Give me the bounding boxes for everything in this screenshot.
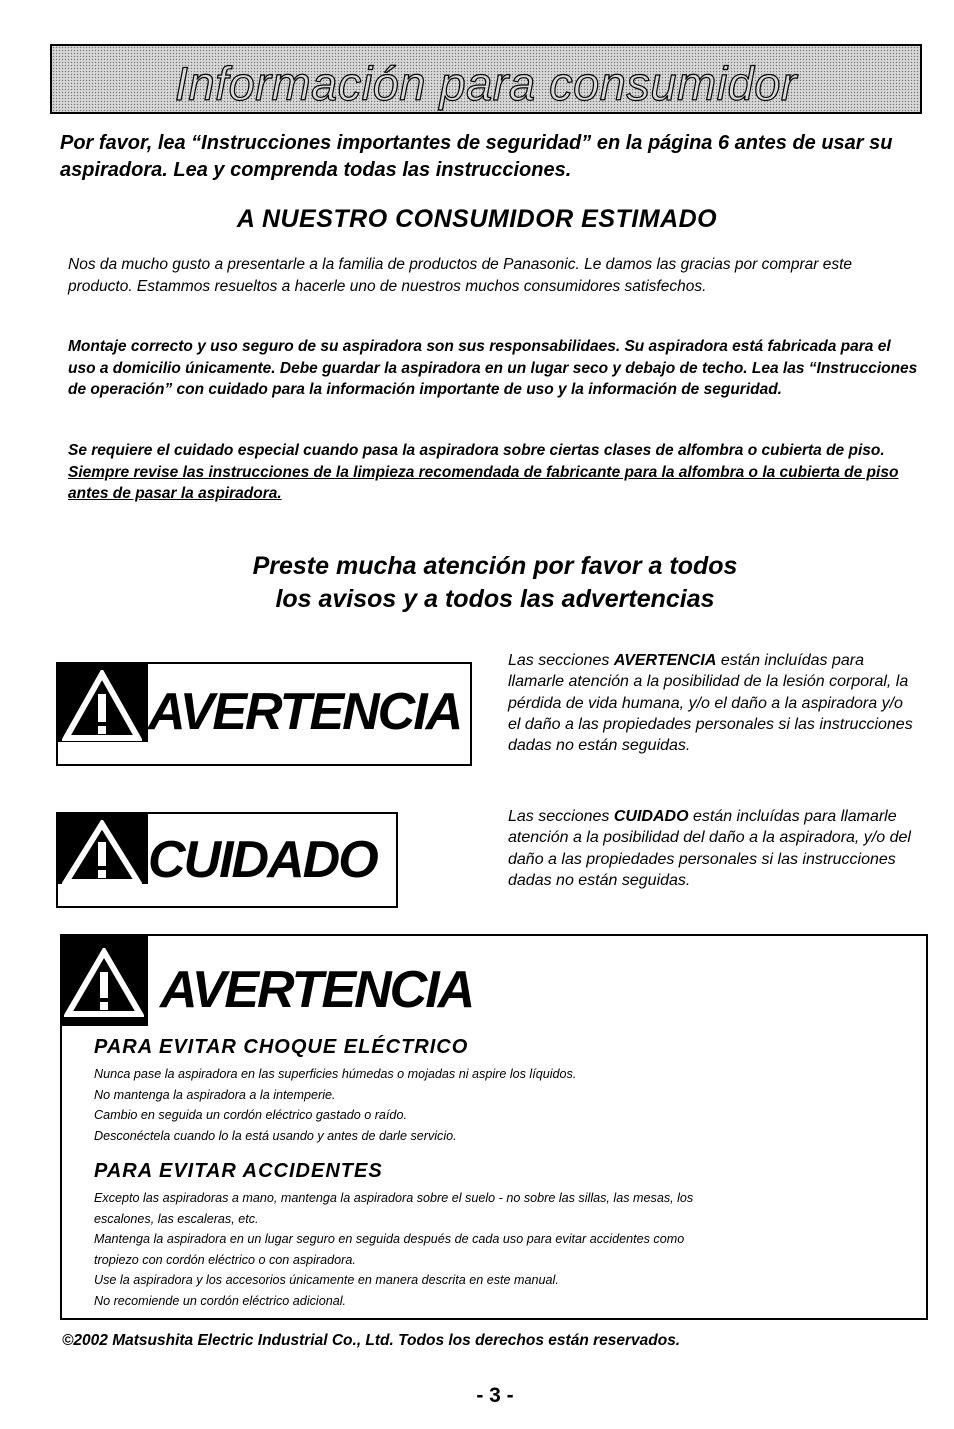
list-item: Use la aspiradora y los accesorios únicamente en manera descrita en este manual. <box>94 1273 559 1288</box>
safety-warning-black-block <box>60 934 148 1026</box>
intro-text: Por favor, lea “Instrucciones importantes de seguridad” en la página 6 antes de usar su aspiradora. Lea y comprenda todas las instrucciones. <box>60 132 893 181</box>
warning-label-word: AVERTENCIA <box>148 683 462 741</box>
safety-warning-box <box>60 934 928 1320</box>
list-item: Desconéctela cuando lo la está usando y antes de darle servicio. <box>94 1128 457 1143</box>
dear-consumer-heading: A NUESTRO CONSUMIDOR ESTIMADO <box>236 205 718 233</box>
warning-description-prefix: Las secciones <box>508 652 614 669</box>
electric-shock-heading: PARA EVITAR CHOQUE ELÉCTRICO <box>94 1036 469 1058</box>
caution-label <box>56 812 398 908</box>
attention-heading-line1: Preste mucha atención por favor a todos <box>252 552 738 580</box>
caution-description-keyword: CUIDADO <box>613 808 689 825</box>
list-item: Nunca pase la aspiradora en las superficies húmedas o mojadas ni aspire los líquidos. <box>94 1067 577 1081</box>
warning-triangle-icon <box>64 948 144 1018</box>
warning-description <box>508 650 918 756</box>
page-title: Información para consumidor <box>174 57 798 110</box>
list-item: tropiezo con cordón eléctrico o con aspiradora. <box>94 1252 356 1267</box>
warning-label-black-block <box>56 662 148 742</box>
attention-heading <box>0 550 954 616</box>
warning-description-keyword: AVERTENCIA <box>613 652 717 669</box>
responsibility-paragraph: Montaje correcto y uso seguro de su aspiradora son sus responsabilidaes. Su aspiradora está fabricada para el uso a domicilio únicamente. Debe guardar la aspiradora en un lugar seco y debajo de techo. Lea las “Instrucciones de operación” con cuidado para la información importante de uso y la información de seguridad. <box>68 338 918 398</box>
copyright-notice: ©2002 Matsushita Electric Industrial Co., Ltd. Todos los derechos están reservados. <box>62 1332 681 1349</box>
page-number: - 3 - <box>476 1384 514 1407</box>
list-item: No mantenga la aspiradora a la intemperie. <box>94 1087 336 1102</box>
warning-triangle-icon <box>62 670 142 742</box>
caution-description-prefix: Las secciones <box>508 808 614 825</box>
list-item: Mantenga la aspiradora en un lugar seguro en seguida después de cada uso para evitar accidentes como <box>94 1232 685 1247</box>
carpet-care-text: Se requiere el cuidado especial cuando pasa la aspiradora sobre ciertas clases de alfombra o cubierta de piso. <box>68 442 885 459</box>
caution-description-rest: están incluídas para llamarle atención a la posibilidad del daño a la aspiradora, y/o del daño a las propiedades personales si las instrucciones dadas no están seguidas. <box>508 808 911 889</box>
caution-label-word: CUIDADO <box>148 831 377 889</box>
list-item: Cambio en seguida un cordón eléctrico gastado o raído. <box>94 1108 407 1123</box>
warning-description-rest: están incluídas para llamarle atención a la posibilidad de la lesión corporal, la pérdida de vida humana, y/o el daño a la aspiradora y/o el daño a las propiedades personales si las instrucciones dadas no están seguidas. <box>508 652 913 755</box>
carpet-care-underlined-text: Siempre revise las instrucciones de la limpieza recomendada de fabricante para la alfombra o la cubierta de piso antes de pasar la aspiradora. <box>68 463 899 502</box>
accidents-heading: PARA EVITAR ACCIDENTES <box>94 1160 383 1182</box>
title-banner <box>50 44 922 114</box>
welcome-paragraph: Nos da mucho gusto a presentarle a la familia de productos de Panasonic. Le damos las gracias por comprar este producto. Estammos resueltos a hacerle uno de nuestros muchos consumidores satisfechos. <box>68 256 853 295</box>
caution-description <box>508 806 918 891</box>
carpet-care-paragraph <box>68 440 918 505</box>
caution-triangle-icon <box>62 820 142 886</box>
electric-shock-list <box>94 1064 914 1146</box>
caution-label-black-block <box>56 812 148 884</box>
accidents-list <box>94 1188 914 1312</box>
list-item: No recomiende un cordón eléctrico adicional. <box>94 1293 347 1308</box>
list-item: Excepto las aspiradoras a mano, mantenga la aspiradora sobre el suelo - no sobre las sillas, las mesas, los <box>94 1191 694 1205</box>
warning-label <box>56 662 472 766</box>
safety-warning-title: AVERTENCIA <box>160 961 474 1019</box>
list-item: escalones, las escaleras, etc. <box>94 1211 259 1226</box>
attention-heading-line2: los avisos y a todos las advertencias <box>275 585 715 613</box>
